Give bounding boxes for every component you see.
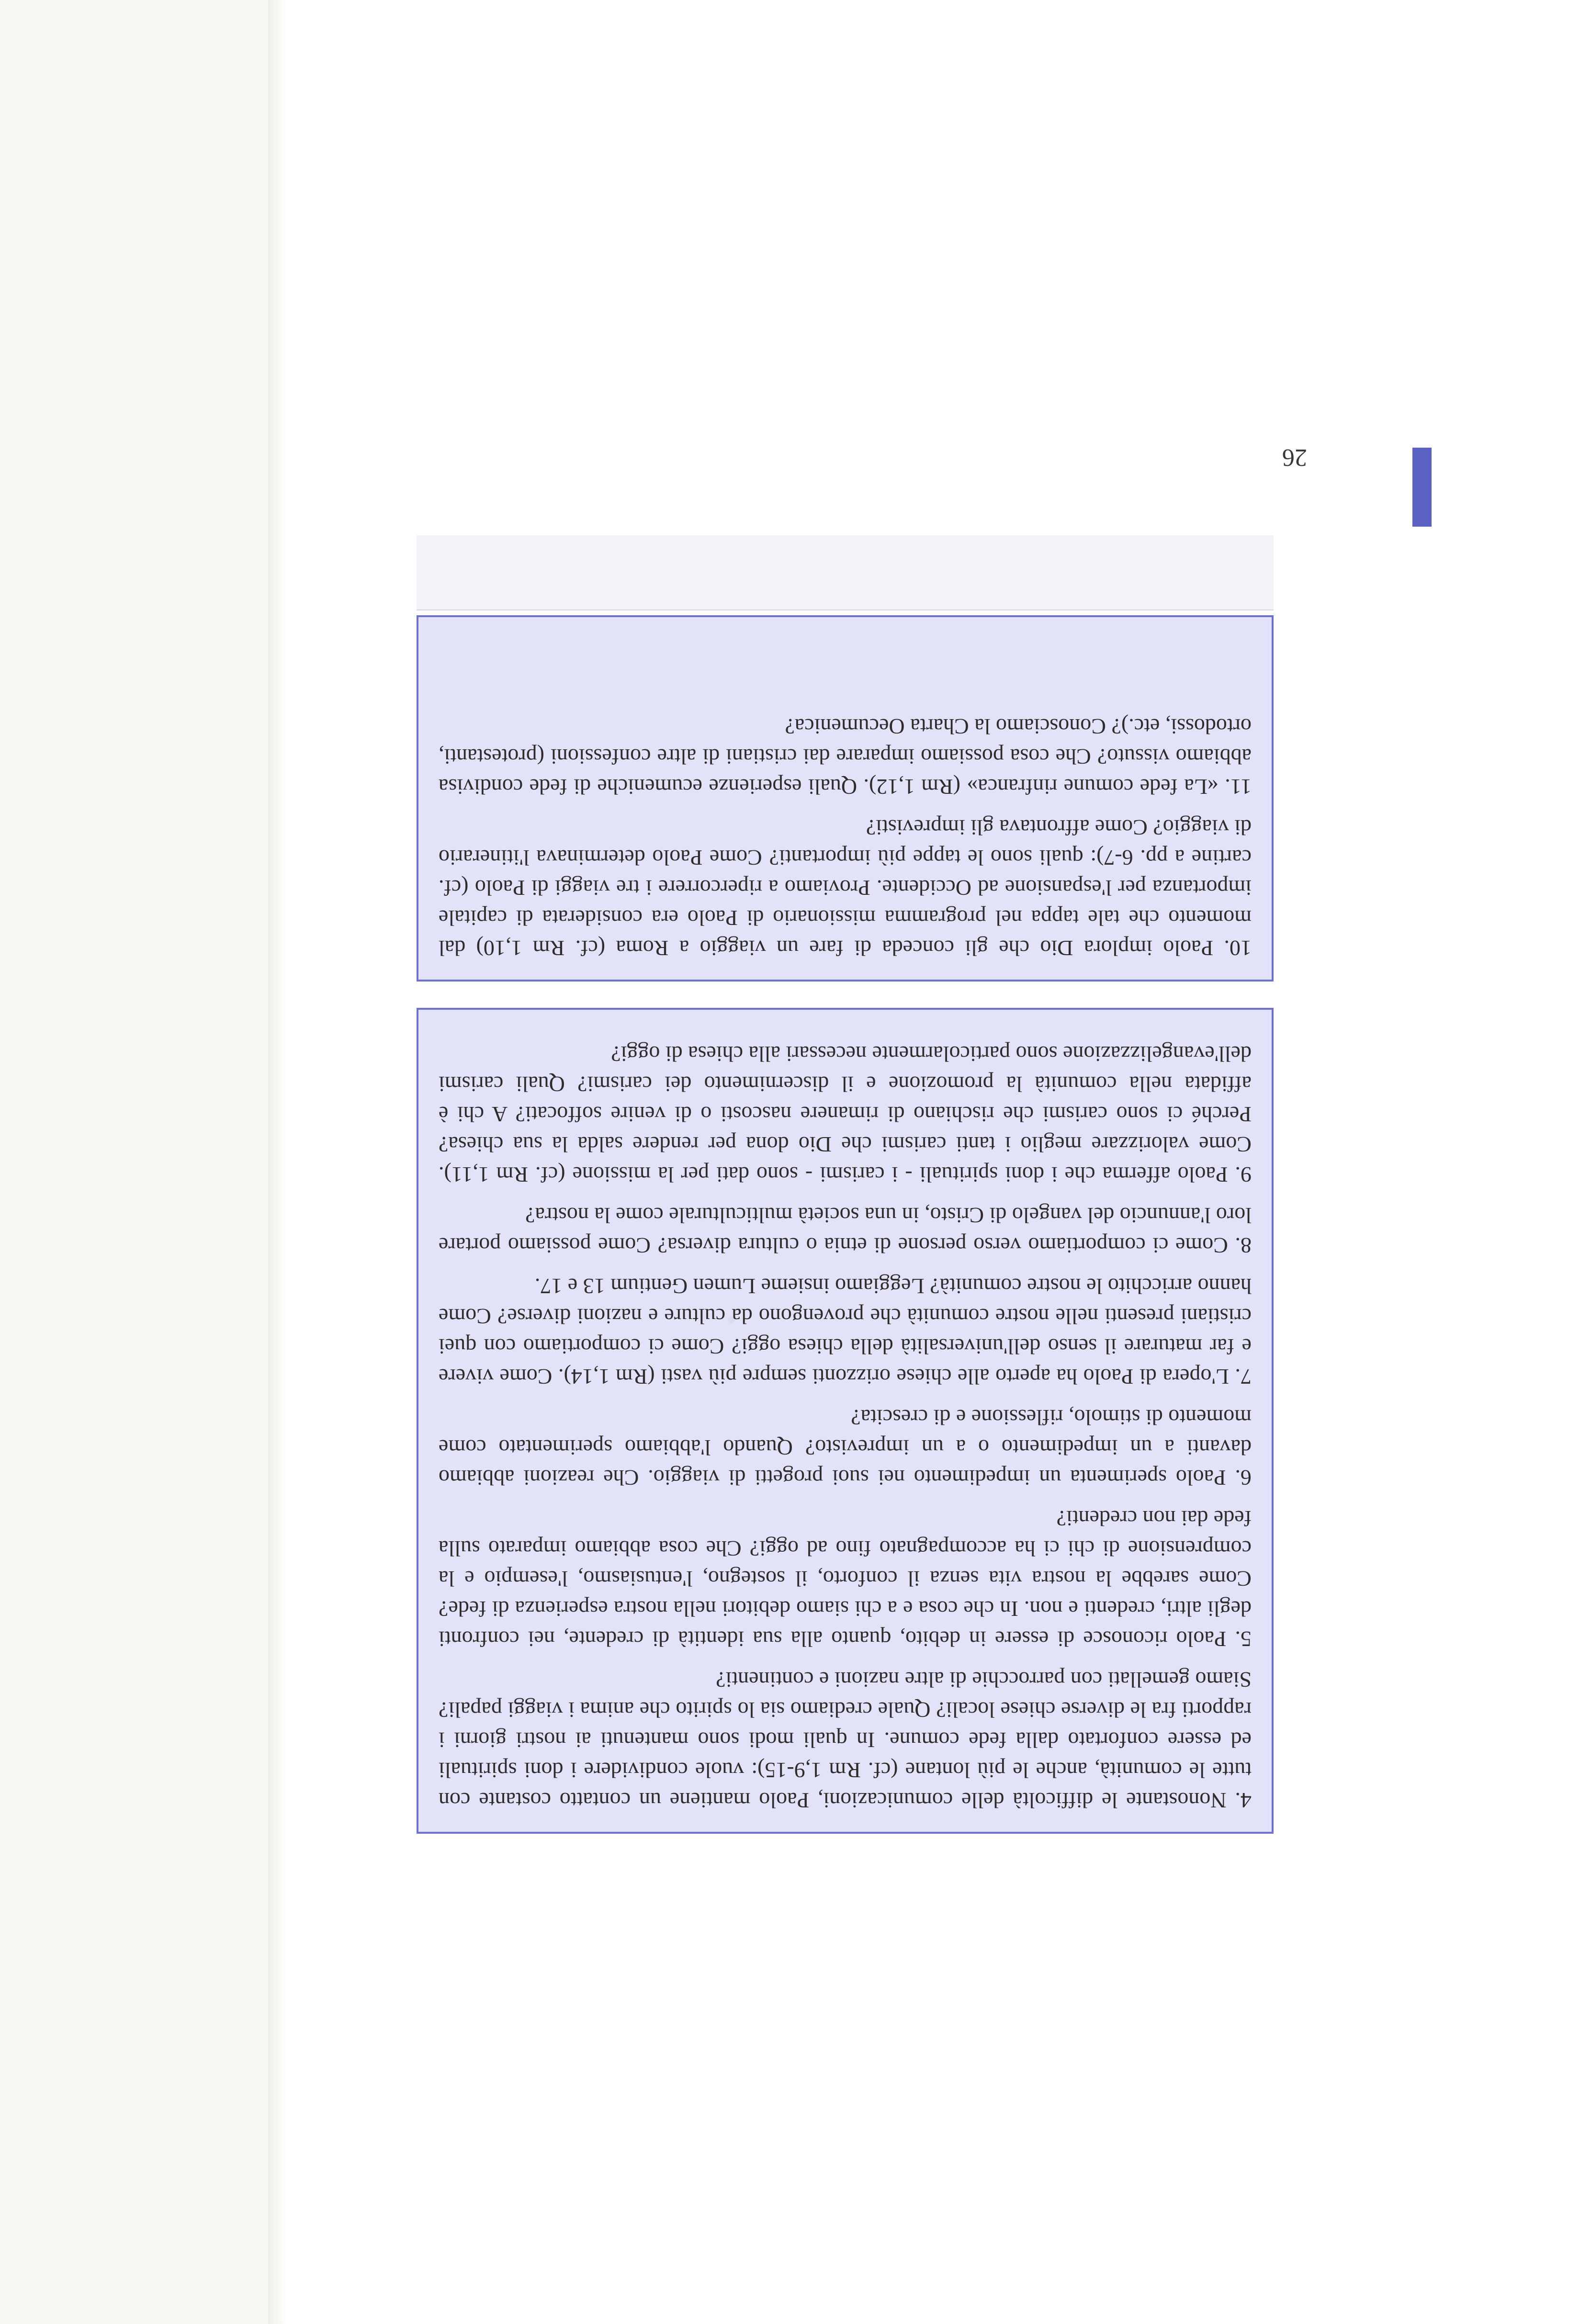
page-number: 26 bbox=[1282, 444, 1307, 471]
adjacent-page-line bbox=[0, 1298, 278, 1344]
scanned-page bbox=[335, 378, 1307, 1834]
question-paragraph: 9. Paolo afferma che i doni spirituali - i carismi - sono dati per la missione (cf. Rm 1,11). Come valorizzare meglio i tanti carismi che Dio dona per rendere salda la sua chiesa? Perché ci sono carismi che rischiano di rimanere nascosti o di venire soffocati? A chi è affidata nella comunità la promozione e il discernimento dei carismi? Quali carismi dell'evangelizzazione sono particolarmente necessari alla chiesa di oggi? bbox=[439, 1042, 1252, 1187]
adjacent-page-line bbox=[0, 1666, 278, 1712]
adjacent-page-line bbox=[0, 1804, 278, 1850]
adjacent-page-line bbox=[0, 1115, 278, 1161]
adjacent-page-line bbox=[0, 1344, 278, 1390]
edge-tab-marker bbox=[1412, 448, 1432, 527]
adjacent-page-line bbox=[0, 1252, 278, 1298]
questions-box-1 bbox=[417, 1008, 1274, 1834]
adjacent-page-line bbox=[0, 977, 278, 1023]
question-paragraph: 10. Paolo implora Dio che gli conceda di fare un viaggio a Roma (cf. Rm 1,10) dal momento che tale tappa nel programma missionario di Paolo era considerata di capitale importanza per l'espansione ad Occidente. Proviamo a ripercorrere i tre viaggi di Paolo (cf. cartine a pp. 6-7): quali sono le tappe più importanti? Come Paolo determinava l'itinerario di viaggio? Come affrontava gli imprevisti? bbox=[439, 815, 1252, 960]
question-paragraph: 11. «La fede comune rinfranca» (Rm 1,12). Quali esperienze ecumeniche di fede condivisa abbiamo vissuto? Che cosa possiamo imparare dai cristiani di altre confessioni (protestanti, ortodossi, etc.)? Conosciamo la Charta Oecumenica? bbox=[439, 714, 1252, 799]
question-paragraph: 7. L'opera di Paolo ha aperto alle chiese orizzonti sempre più vasti (Rm 1,14). Come vivere e far maturare il senso dell'universalità della chiesa oggi? Come ci comportiamo con quei cristiani presenti nelle nostre comunità che provengono da culture e nazioni diverse? Come hanno arricchito le nostre comunità? Leggiamo insieme Lumen Gentium 13 e 17. bbox=[439, 1274, 1252, 1389]
adjacent-page-line bbox=[0, 1574, 278, 1620]
adjacent-page-line bbox=[0, 1528, 278, 1574]
adjacent-page-line bbox=[0, 1850, 278, 1896]
adjacent-page-line bbox=[0, 1207, 278, 1252]
question-paragraph: 5. Paolo riconosce di essere in debito, quanto alla sua identità di credente, nei confronti degli altri, credenti e non. In che cosa e a chi siamo debitori nella nostra esperienza di fede? Come sarebbe la nostra vita senza il conforto, il sostegno, l'entusiasmo, l'esempio e la comprensione di chi ci ha accompagnato fino ad oggi? Che cosa abbiamo imparato sulla fede dai non credenti? bbox=[439, 1506, 1252, 1651]
adjacent-page-line bbox=[0, 1023, 278, 1069]
adjacent-page-line bbox=[0, 1482, 278, 1528]
page-fold bbox=[268, 0, 287, 2324]
adjacent-page bbox=[0, 0, 278, 2324]
adjacent-page-line bbox=[0, 1436, 278, 1482]
adjacent-page-line bbox=[0, 885, 278, 931]
adjacent-page-line bbox=[0, 2034, 278, 2080]
adjacent-page-line bbox=[0, 1390, 278, 1436]
questions-box-2 bbox=[417, 615, 1274, 981]
adjacent-page-line bbox=[0, 1620, 278, 1666]
adjacent-page-line bbox=[0, 1988, 278, 2034]
adjacent-page-line bbox=[0, 862, 278, 885]
faded-box-remnant bbox=[417, 535, 1274, 610]
adjacent-page-line bbox=[0, 1161, 278, 1207]
question-paragraph: 8. Come ci comportiamo verso persone di etnia o cultura diversa? Come possiamo portare loro l'annuncio del vangelo di Cristo, in una società multiculturale come la nostra? bbox=[439, 1203, 1252, 1258]
adjacent-page-line bbox=[0, 1896, 278, 1942]
adjacent-page-line bbox=[0, 2080, 278, 2126]
adjacent-page-line bbox=[0, 1758, 278, 1804]
adjacent-page-line bbox=[0, 1712, 278, 1758]
adjacent-page-text bbox=[0, 862, 278, 2126]
question-paragraph: 4. Nonostante le difficoltà delle comunicazioni, Paolo mantiene un contatto costante con tutte le comunità, anche le più lontane (cf. Rm 1,9-15): vuole condividere i doni spirituali ed essere confortato dalla fede comune. In quali modi sono mantenuti ai nostri giorni i rapporti fra le diverse chiese locali? Quale crediamo sia lo spirito che anima i viaggi papali? Siamo gemellati con parrocchie di altre nazioni e continenti? bbox=[439, 1668, 1252, 1813]
adjacent-page-line bbox=[0, 931, 278, 977]
adjacent-page-line bbox=[0, 1942, 278, 1988]
question-paragraph: 6. Paolo sperimenta un impedimento nei suoi progetti di viaggio. Che reazioni abbiamo davanti a un impedimento o a un imprevisto? Quando l'abbiamo sperimentato come momento di stimolo, riflessione e di crescita? bbox=[439, 1405, 1252, 1490]
adjacent-page-line bbox=[0, 1069, 278, 1115]
